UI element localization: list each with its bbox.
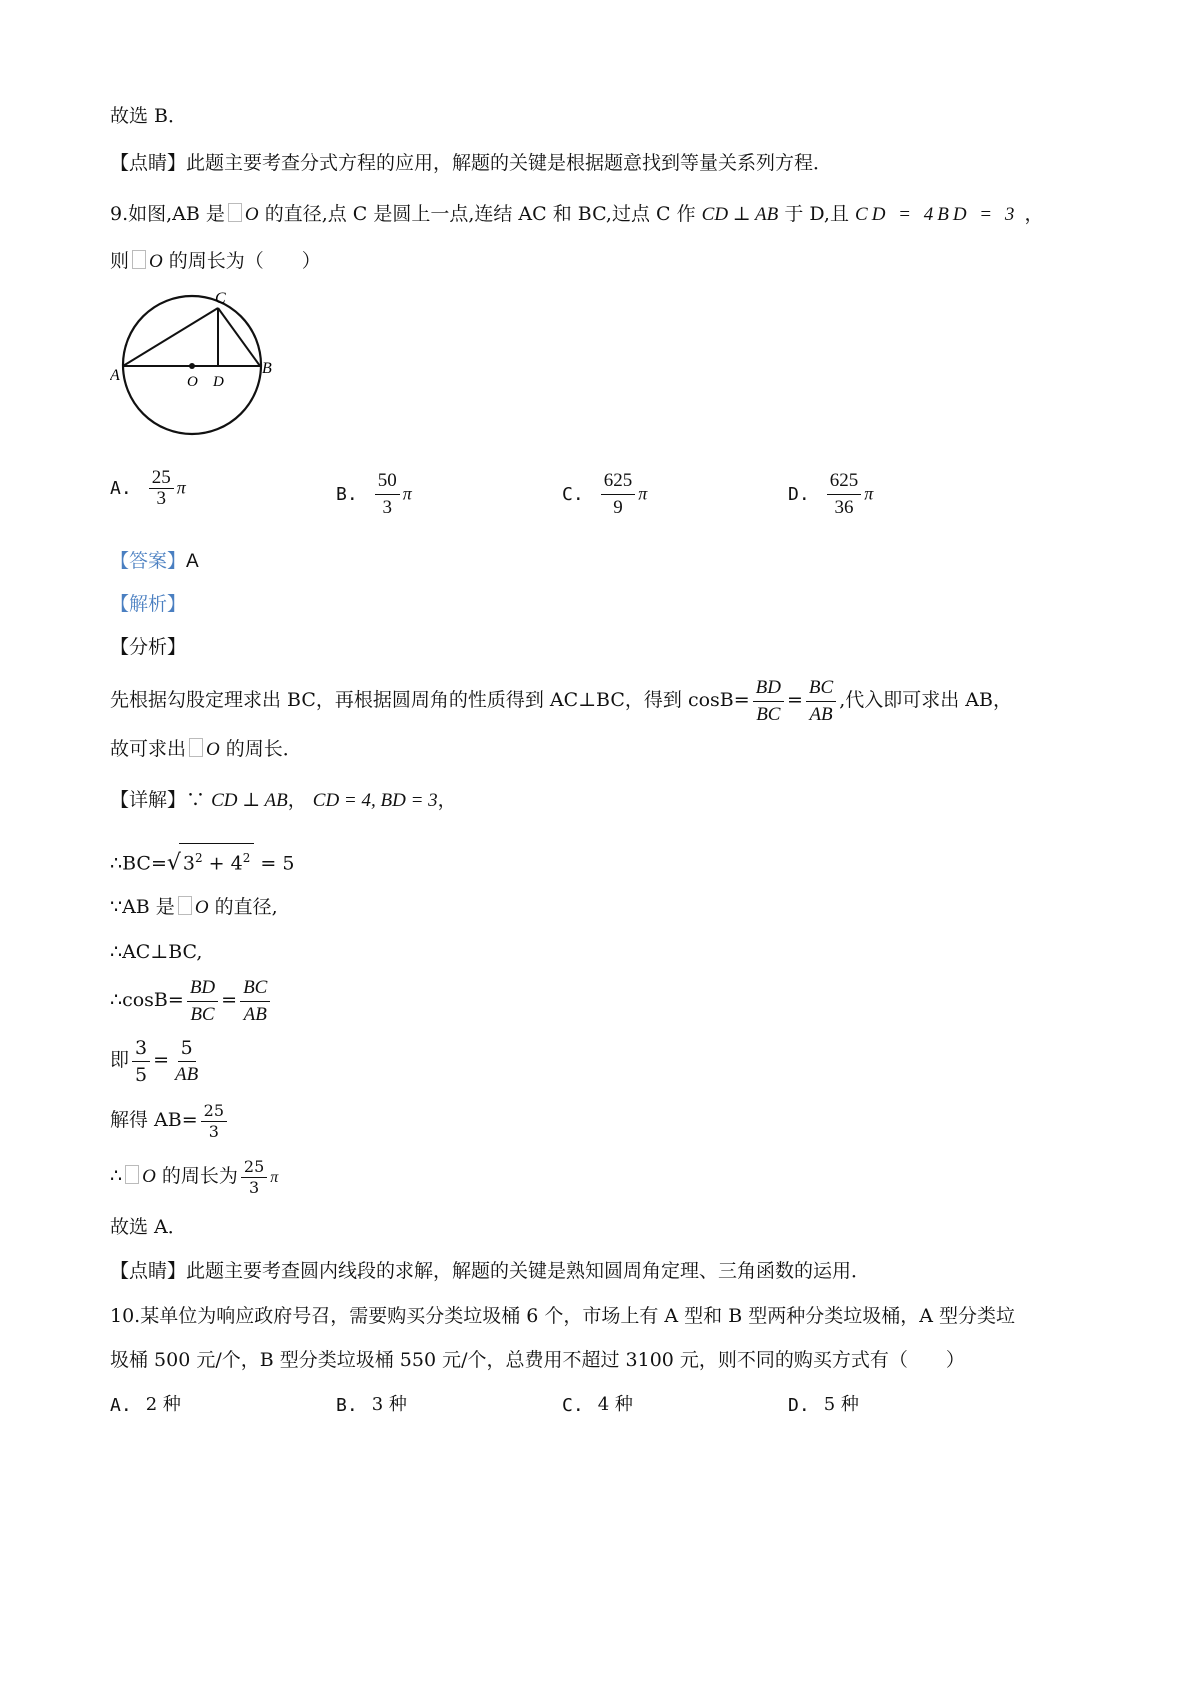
q9-option-b[interactable] [336,468,412,521]
option-label: A. [110,1394,132,1416]
radicand-3: 3 [182,852,195,875]
perp-condition: CD ⊥ AB [211,790,288,811]
fenxi2-text-b: 的周长． [225,738,302,760]
label-a: A [110,367,120,384]
dianjing-text: 此题主要考查分式方程的应用，解题的关键是根据题意找到等量关系列方程． [186,152,833,174]
q10-option-c[interactable] [562,1390,633,1416]
pi-symbol: π [864,483,874,504]
circle-name: O [206,739,220,760]
radicand-4: + 4 [202,852,243,875]
numerator: 5 [178,1035,196,1062]
step-jie-prefix: 解得 AB= [110,1109,198,1131]
q9-dianjing [110,1257,870,1285]
bc-result: = 5 [254,852,295,875]
sqrt-symbol: √ [166,850,181,876]
fraction-bc-ab [806,675,836,728]
option-fraction [827,468,862,521]
step-ab-suffix: 的直径, [214,896,278,918]
exponent: 2 [242,851,251,865]
answer-label: 【答案】 [110,550,187,572]
circle-name: O [244,204,259,225]
numerator: 50 [375,468,400,495]
q9-stem-line1 [110,200,1043,229]
circle-name: O [149,251,163,272]
q9-stem-line2 [110,247,321,276]
equals-sign: = [221,989,238,1011]
q9-stem-after: 于 D,且 [784,203,849,225]
fenxi-text-a: 先根据勾股定理求出 BC，再根据圆周角的性质得到 AC⊥BC，得到 cosB= [110,689,750,711]
option-label: C. [562,1394,584,1416]
step-cos-prefix: ∴cosB= [110,989,184,1011]
q9-stem-prefix: 9.如图,AB 是 [110,203,225,225]
answer-value: A [186,551,199,572]
q9-garbled-condition: CD = 4BD = 3 [855,204,1019,225]
step-cos [110,972,273,1028]
fenxi-text-b: ,代入即可求出 AB， [839,689,1012,711]
q9-stem-mid: 的直径,点 C 是圆上一点,连结 AC 和 BC,过点 C 作 [264,203,696,225]
exponent: 2 [195,851,203,865]
chord-ac [123,308,218,366]
denominator: 3 [156,488,166,509]
q9-stem2-prefix: 则 [110,250,130,272]
step-ab-diameter [110,893,278,922]
dianjing-text: 此题主要考查圆内线段的求解，解题的关键是熟知圆周角定理、三角函数的运用． [186,1260,871,1282]
fenxi-line2 [110,735,302,764]
option-label: B. [336,484,358,505]
separator: ， [437,789,457,811]
numerator: BD [187,975,218,1002]
fraction-bd-bc [187,975,218,1028]
q10-option-a[interactable] [110,1390,181,1416]
option-label: B. [336,1394,358,1416]
sqrt-radicand [179,843,254,877]
equals-sign: = [787,689,803,711]
step-jie [110,1096,230,1144]
therefore-symbol: ∴ [110,1165,123,1187]
circle-symbol-placeholder [132,250,146,269]
separator: ， [287,789,307,811]
denominator: AB [243,1003,267,1025]
option-fraction [149,468,174,509]
q9-stem2-text: 的周长为（ ） [168,250,321,272]
denominator: 3 [382,497,392,518]
dianjing-label: 【点睛】 [110,1260,187,1282]
denominator: 3 [208,1121,219,1141]
q9-comma: ， [1024,203,1044,225]
fraction-25-3 [201,1101,227,1142]
step-ab-prefix: ∵AB 是 [110,896,175,918]
option-fraction [375,468,400,521]
xiangjie-line [110,786,457,815]
answer-line [110,547,199,576]
denominator: AB [809,703,833,725]
circle-symbol-placeholder [178,896,192,915]
denominator: BC [756,703,781,725]
because-symbol: ∵ [186,789,206,811]
denominator: 9 [613,497,623,518]
option-text: 4 种 [597,1394,633,1415]
numerator: 25 [241,1157,267,1178]
numerator: 3 [132,1035,150,1062]
pi-symbol: π [176,477,186,498]
q10-option-d[interactable] [788,1390,859,1416]
label-b: B [262,360,272,377]
numerator: 625 [601,468,636,495]
prev-conclusion: 故选 B． [110,105,188,127]
numerator: BD [753,675,784,702]
q10-stem-line1: 10.某单位为响应政府号召，需要购买分类垃圾桶 6 个，市场上有 A 型和 B 型两种分类垃圾桶，A 型分类垃 [110,1305,1015,1327]
numerator: BC [806,675,836,702]
q9-perp-condition: CD ⊥ AB [701,204,779,225]
step-final [110,1152,278,1202]
numerator: 625 [827,468,862,495]
q10-option-b[interactable] [336,1390,407,1416]
denominator: 5 [135,1063,148,1086]
option-text: 5 种 [823,1394,859,1415]
option-fraction [601,468,636,521]
jiexi-label: 【解析】 [110,593,187,615]
fenxi-line1 [110,672,1012,728]
numerator: 25 [201,1101,227,1122]
q10-stem-line2: 圾桶 500 元/个，B 型分类垃圾桶 550 元/个，总费用不超过 3100 元，则不同的购买方式有（ ） [110,1349,965,1371]
label-o: O [187,374,198,390]
label-d: D [213,374,224,390]
step-perpendicular: ∴AC⊥BC, [110,941,203,963]
option-label: D. [788,1394,810,1416]
option-label: C. [562,484,584,505]
length-conditions: CD = 4, BD = 3 [312,790,438,811]
fraction-bd-bc [753,675,784,728]
label-c: C [215,290,226,307]
q9-option-a[interactable] [110,468,186,509]
fraction-bc-ab [240,975,270,1028]
fraction-3-5 [132,1035,150,1088]
denominator: 3 [248,1177,260,1197]
circle-name: O [194,897,209,918]
fenxi-label: 【分析】 [110,636,187,658]
circle-symbol-placeholder [189,738,203,757]
equals-sign: = [153,1049,170,1071]
q9-circle-figure [110,286,285,446]
option-label: A. [110,478,132,499]
numerator: BC [240,975,270,1002]
step-bc-prefix: ∴BC= [110,852,167,875]
option-text: 2 种 [145,1394,181,1415]
circle-name: O [142,1166,156,1187]
xiangjie-label: 【详解】 [110,789,187,811]
q9-conclusion: 故选 A． [110,1216,187,1238]
denominator: BC [190,1003,215,1025]
step-bc [110,843,294,877]
fraction-25-3 [241,1157,267,1198]
q9-option-c[interactable] [562,468,647,521]
circle-symbol-placeholder [125,1165,139,1184]
option-text: 3 种 [371,1394,407,1415]
q9-option-d[interactable] [788,468,873,521]
option-label: D. [788,484,810,505]
fraction-5-ab [172,1035,201,1088]
fenxi2-text-a: 故可求出 [110,738,187,760]
pi-symbol: π [270,1169,279,1186]
pi-symbol: π [638,483,648,504]
chord-bc [218,308,260,366]
step-ji [110,1032,204,1088]
step-ji-prefix: 即 [110,1049,130,1071]
circle-symbol-placeholder [228,203,242,222]
step-final-mid: 的周长为 [161,1165,238,1187]
denominator: AB [175,1063,199,1085]
denominator: 36 [834,497,854,518]
pi-symbol: π [402,483,412,504]
numerator: 25 [149,468,174,489]
center-point [189,363,195,369]
dianjing-label: 【点睛】 [110,152,187,174]
prev-dianjing [110,149,832,177]
